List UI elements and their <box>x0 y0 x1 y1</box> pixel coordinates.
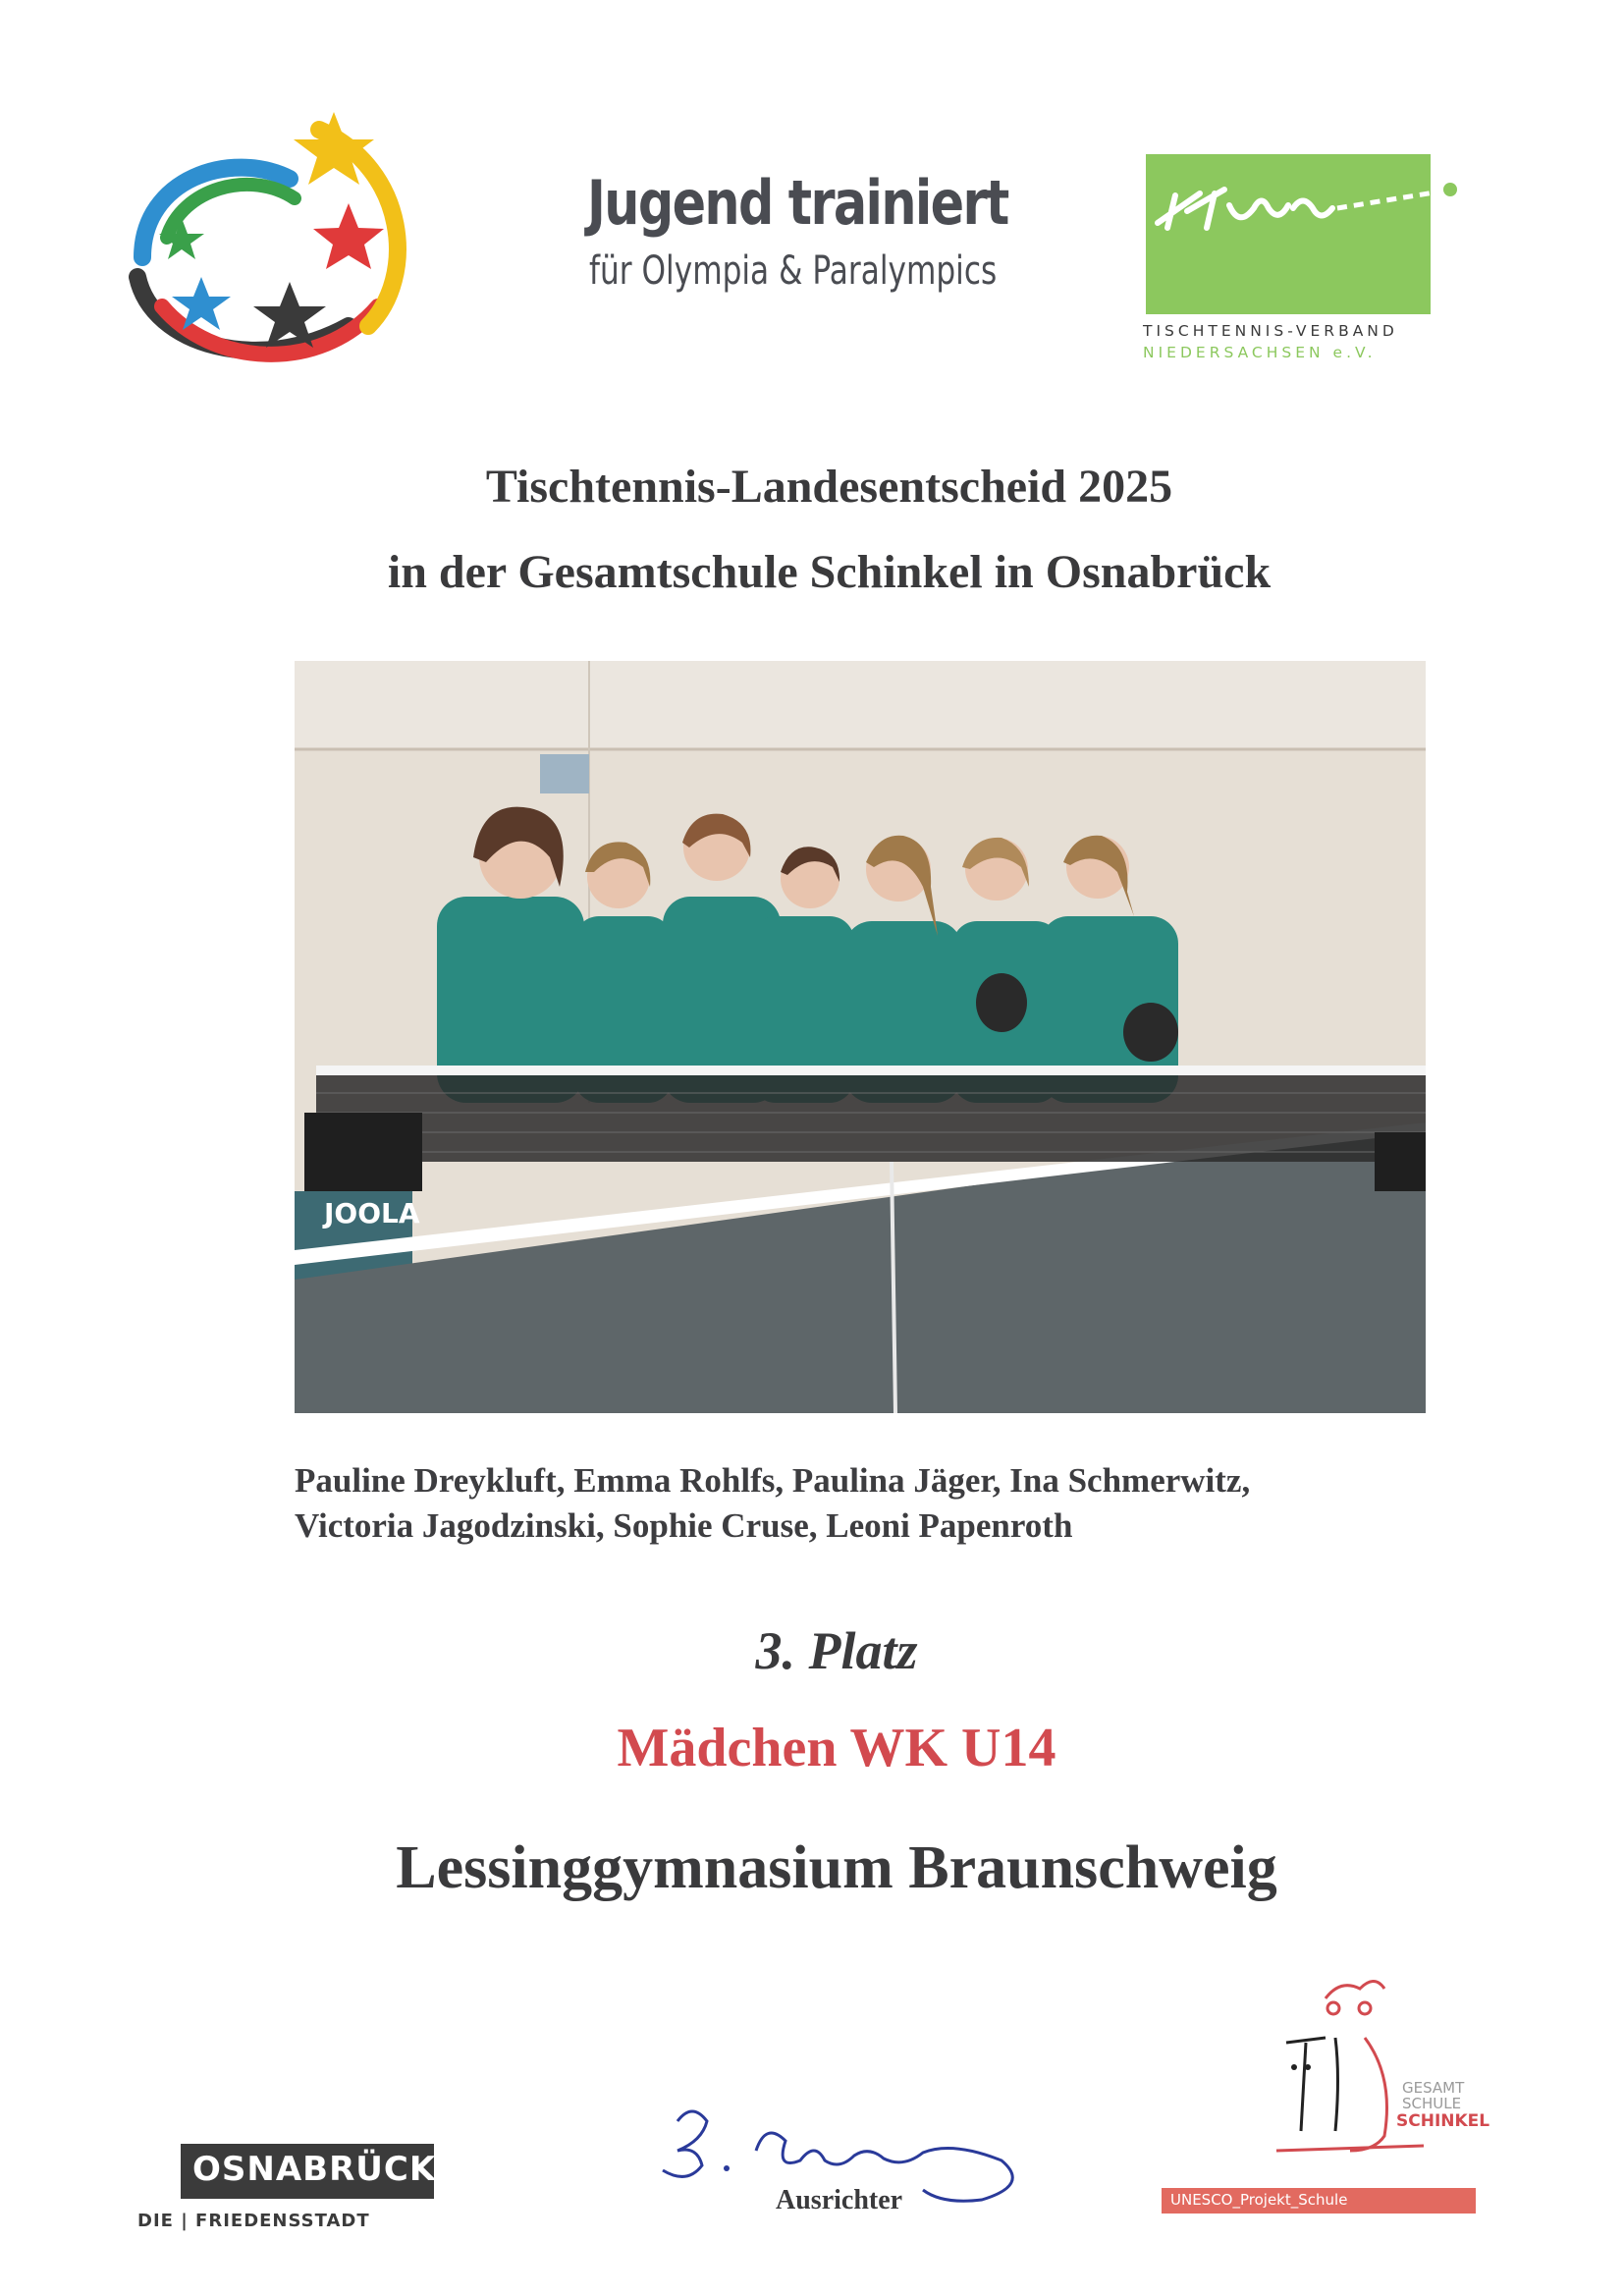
ttvn-logo-icon <box>1146 154 1470 314</box>
school-logo-line3: SCHINKEL <box>1396 2111 1490 2131</box>
team-photo <box>295 661 1426 1413</box>
jtfo-title: Jugend trainiert <box>587 167 1008 239</box>
school-logo-line1: GESAMT <box>1402 2079 1465 2097</box>
gesamtschule-schinkel-logo-icon <box>1267 1969 1483 2165</box>
competition-category: Mädchen WK U14 <box>617 1718 1056 1778</box>
event-title-line1: Tischtennis-Landesentscheid 2025 <box>485 461 1173 513</box>
unesco-label: UNESCO_Projekt_Schule <box>1170 2191 1348 2209</box>
event-title-line2: in der Gesamtschule Schinkel in Osnabrück <box>387 546 1272 598</box>
ttvn-name-line1: TISCHTENNIS-VERBAND <box>1143 322 1398 340</box>
team-names <box>295 1458 1424 1549</box>
organizer-label: Ausrichter <box>776 2185 903 2215</box>
team-names-line2: Victoria Jagodzinski, Sophie Cruse, Leoni Papenroth <box>295 1506 1073 1545</box>
osnabrueck-logo-text: OSNABRÜCK <box>192 2150 437 2189</box>
school-logo-line2: SCHULE <box>1402 2095 1462 2112</box>
team-names-line1: Pauline Dreykluft, Emma Rohlfs, Paulina Jäger, Ina Schmerwitz, <box>295 1461 1251 1500</box>
placement: 3. Platz <box>755 1621 918 1680</box>
school-name: Lessinggymnasium Braunschweig <box>396 1834 1277 1901</box>
jtfo-subtitle: für Olympia & Paralympics <box>589 248 998 294</box>
osnabrueck-tagline: DIE | FRIEDENSSTADT <box>137 2211 370 2231</box>
jtfo-logo-icon <box>123 110 427 385</box>
school-logo-text <box>1402 2080 1464 2111</box>
ttvn-name-line2: NIEDERSACHSEN e.V. <box>1143 344 1377 361</box>
joola-brand-left: JOOLA <box>324 1197 420 1230</box>
